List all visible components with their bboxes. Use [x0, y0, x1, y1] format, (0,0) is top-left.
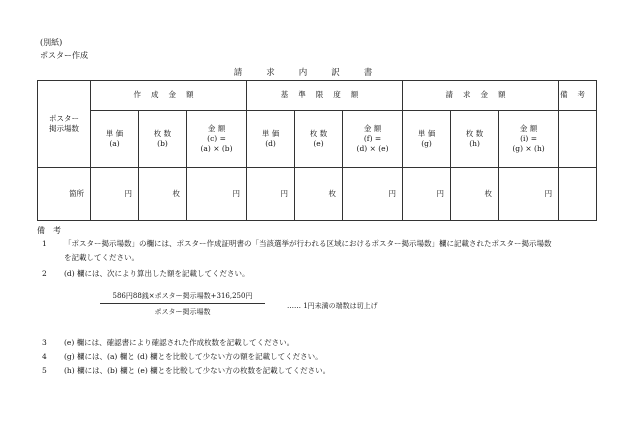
quantity-b-cell[interactable]: 枚 [139, 168, 187, 221]
poster-count-header-line1: ポスター [49, 113, 79, 123]
claim-amount-header: 請求金額 [403, 81, 559, 111]
places-cell[interactable]: 箇所 [38, 168, 91, 221]
sub-header-row [38, 111, 597, 168]
note-1-number: 1 [42, 239, 47, 248]
note-1-text: 「ポスター掲示場数」の欄には、ポスター作成証明書の「当該選挙が行われる区域におけるポスター掲示場数」欄に記載されたポスター掲示場数 [64, 239, 552, 248]
remarks-subheader [559, 111, 597, 168]
annex-label: (別紙) [40, 38, 63, 47]
note-5-number: 5 [42, 366, 47, 375]
standard-limit-header: 基準限度額 [247, 81, 403, 111]
unit-price-g-cell[interactable]: 円 [403, 168, 451, 221]
section-label: ポスター作成 [40, 51, 88, 60]
note-2-text: (d) 欄には、次により算出した額を記載してください。 [64, 269, 250, 278]
note-3-text: (e) 欄には、確認書により確認された作成枚数を記載してください。 [64, 338, 295, 347]
amount-i-cell[interactable]: 円 [499, 168, 559, 221]
quantity-e-cell[interactable]: 枚 [295, 168, 343, 221]
note-5-text: (h) 欄には、(b) 欄と (e) 欄とを比較して少ない方の枚数を記載してください。 [64, 366, 331, 375]
amount-c-cell[interactable]: 円 [187, 168, 247, 221]
note-3-number: 3 [42, 338, 47, 347]
col-d-header: 単 価 (d) [247, 111, 295, 168]
quantity-h-cell[interactable]: 枚 [451, 168, 499, 221]
note-1-continued: を記載してください。 [64, 253, 139, 262]
note-1 [42, 238, 552, 249]
document-title: 請求内訳書 [233, 68, 397, 78]
note-5 [42, 365, 330, 376]
formula-rounding-note: …… 1円未満の端数は切上げ [287, 302, 378, 310]
col-b-header: 枚 数 (b) [139, 111, 187, 168]
unit-price-d-cell[interactable]: 円 [247, 168, 295, 221]
notes-title: 備考 [37, 226, 69, 235]
poster-count-header-line2: 掲示場数 [49, 124, 79, 133]
col-i-header: 金 額 (i) = (g) × (h) [499, 111, 559, 168]
invoice-breakdown-table [37, 80, 597, 221]
formula-numerator: 586円88銭×ポスター掲示場数+316,250円 [100, 291, 265, 304]
production-amount-header: 作成金額 [91, 81, 247, 111]
note-4-number: 4 [42, 352, 47, 361]
note-2 [42, 268, 250, 279]
poster-count-header [38, 81, 91, 168]
col-g-header: 単 価 (g) [403, 111, 451, 168]
col-c-header: 金 額 (c) = (a) × (b) [187, 111, 247, 168]
note-4 [42, 351, 323, 362]
formula-denominator: ポスター掲示場数 [154, 308, 211, 316]
col-f-header: 金 額 (f) = (d) × (e) [343, 111, 403, 168]
col-a-header: 単 価 (a) [91, 111, 139, 168]
note-3 [42, 337, 294, 348]
group-header-row [38, 81, 597, 111]
note-2-number: 2 [42, 269, 47, 278]
col-e-header: 枚 数 (e) [295, 111, 343, 168]
formula [100, 291, 265, 317]
amount-f-cell[interactable]: 円 [343, 168, 403, 221]
remarks-header: 備考 [559, 81, 597, 111]
note-4-text: (g) 欄には、(a) 欄と (d) 欄とを比較して少ない方の額を記載してください。 [64, 352, 323, 361]
col-h-header: 枚 数 (h) [451, 111, 499, 168]
remarks-cell[interactable] [559, 168, 597, 221]
data-row [38, 168, 597, 221]
unit-price-a-cell[interactable]: 円 [91, 168, 139, 221]
